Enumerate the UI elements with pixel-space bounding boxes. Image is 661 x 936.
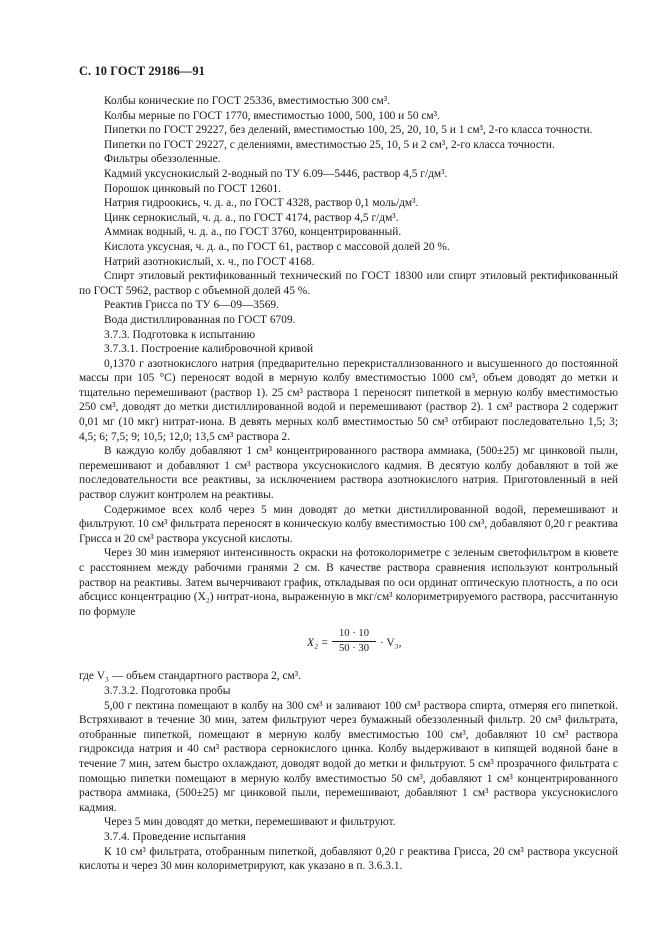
text-line: Через 5 мин доводят до метки, перемешивают и фильтруют. — [104, 816, 396, 829]
text-line: Натрия гидроокись, ч. д. а., по ГОСТ 4328, раствор 0,1 моль/дм³. — [104, 197, 419, 210]
paragraph: В каждую колбу добавляют 1 см³ концентрированного раствора аммиака, (500±25) мг цинковой пыли, перемешивают и добавляют 1 см³ раствора уксуснокислого кадмия. В десятую колбу добавляют в той же последовательности все реактивы, за исключением раствора азотнокислого натрия. Приготовленный в ней раствор служит контролем на реактивы. — [79, 445, 618, 502]
formula-numerator: 10 · 10 — [332, 627, 376, 642]
formula-fraction — [332, 627, 376, 655]
text-line: Пипетки по ГОСТ 29227, без делений, вместимостью 100, 25, 20, 10, 5 и 1 см³, 2-го класса точности. — [104, 124, 593, 137]
paragraph: К 10 см³ фильтрата, отобранным пипеткой, добавляют 0,20 г реактива Грисса, 20 см³ раствора уксусной кислоты и через 30 мин колориметрируют, как указано в п. 3.6.3.1. — [79, 845, 618, 873]
page-header: С. 10 ГОСТ 29186—91 — [79, 64, 205, 78]
document-body — [79, 94, 618, 874]
text-line: Колбы конические по ГОСТ 25336, вместимостью 300 см³. — [104, 95, 391, 107]
text-line: Порошок цинковый по ГОСТ 12601. — [104, 182, 282, 195]
text-line: Натрий азотнокислый, х. ч., по ГОСТ 4168. — [104, 255, 315, 268]
formula-denominator: 50 · 30 — [338, 643, 369, 655]
text-line: Вода дистиллированная по ГОСТ 6709. — [104, 313, 296, 326]
text-line: Кислота уксусная, ч. д. а., по ГОСТ 61, раствор с массовой долей 20 %. — [104, 240, 450, 253]
text-line: где V₃ — объем стандартного раствора 2, см³. — [79, 670, 302, 683]
text-line: Реактив Грисса по ТУ 6—09—3569. — [104, 299, 279, 312]
formula — [79, 625, 618, 665]
paragraph: 5,00 г пектина помещают в колбу на 300 см³ и заливают 100 см³ раствора спирта, отмеряя его пипеткой. Встряхивают в течение 30 мин, затем фильтруют через бумажный обеззоленный фильтр. 20 см³ фильтрата, отобранные пипеткой, помещают в мерную колбу вместимостью 100 см³, добавляют 10 см³ раствора гидроксида натрия и 40 см³ раствора сернокислого цинка. Колбу выдерживают в кипящей водяной бане в течение 7 мин, затем быстро охлаждают, доводят водой до метки и фильтруют. 5 см³ прозрачного фильтрата с помощью пипетки помещают в мерную колбу вместимостью 50 см³, добавляют 1 см³ концентрированного раствора аммиака, (500±25) мг цинковой пыли, перемешивают, добавляют 1 см³ раствора уксуснокислого кадмия. — [79, 699, 618, 814]
section-heading: 3.7.3.2. Подготовка пробы — [104, 684, 231, 697]
formula-lhs: X₂ = — [307, 637, 329, 650]
text-line: Аммиак водный, ч. д. а., по ГОСТ 3760, концентрированный. — [104, 226, 402, 239]
text-line: Пипетки по ГОСТ 29227, с делениями, вместимостью 25, 10, 5 и 2 см³, 2-го класса точности. — [104, 138, 555, 151]
paragraph: Содержимое всех колб через 5 мин доводят до метки дистиллированной водой, перемешивают и фильтруют. 10 см³ фильтрата переносят в коническую колбу вместимостью 100 см³, добавляют 0,20 г реактива Грисса и 20 см³ раствора уксусной кислоты. — [79, 503, 618, 545]
section-heading: 3.7.3. Подготовка к испытанию — [104, 328, 256, 341]
text-line: Цинк сернокислый, ч. д. а., по ГОСТ 4174, раствор 4,5 г/дм³. — [104, 211, 399, 224]
paragraph: Через 30 мин измеряют интенсивность окраски на фотоколориметре с зеленым светофильтром в кювете с расстоянием между рабочими гранями 2 см. В качестве раствора сравнения используют контрольный раствор на реактивы. Затем вычерчивают график, откладывая по оси ординат оптическую плотность, а по оси абсцисс концентрацию (X₂) нитрат-иона, выраженную в мкг/см³ колориметрируемого раствора, рассчитанную по формуле — [79, 547, 618, 618]
formula-rhs: · V₃, — [380, 637, 402, 650]
section-heading: 3.7.3.1. Построение калибровочной кривой — [104, 343, 314, 356]
text-line: Спирт этиловый ректификованный технический по ГОСТ 18300 или спирт этиловый ректификованный по ГОСТ 5962, раствор с объемной долей 45 %. — [79, 270, 618, 297]
section-heading: 3.7.4. Проведение испытания — [104, 830, 246, 843]
text-line: Колбы мерные по ГОСТ 1770, вместимостью 1000, 500, 100 и 50 см³. — [104, 109, 440, 122]
text-line: Кадмий уксуснокислый 2-водный по ТУ 6.09—5446, раствор 4,5 г/дм³. — [104, 167, 448, 180]
paragraph: 0,1370 г азотнокислого натрия (предварительно перекристаллизованного и высушенного до постоянной массы при 105 °С) переносят водой в мерную колбу вместимостью 1000 см³, объем доводят до метки и тщательно перемешивают (раствор 1). 25 см³ раствора 1 переносят пипеткой в мерную колбу вместимостью 250 см³, доводят до метки дистиллированной водой и перемешивают (раствор 2). 1 см³ раствора 2 содержит 0,01 мг (10 мкг) нитрат-иона. В девять мерных колб вместимостью 50 см³ отбирают последовательно 1,5; 3; 4,5; 6; 7,5; 9; 10,5; 12,0; 13,5 см³ раствора 2. — [79, 357, 618, 443]
text-line: Фильтры обеззоленные. — [104, 153, 221, 166]
